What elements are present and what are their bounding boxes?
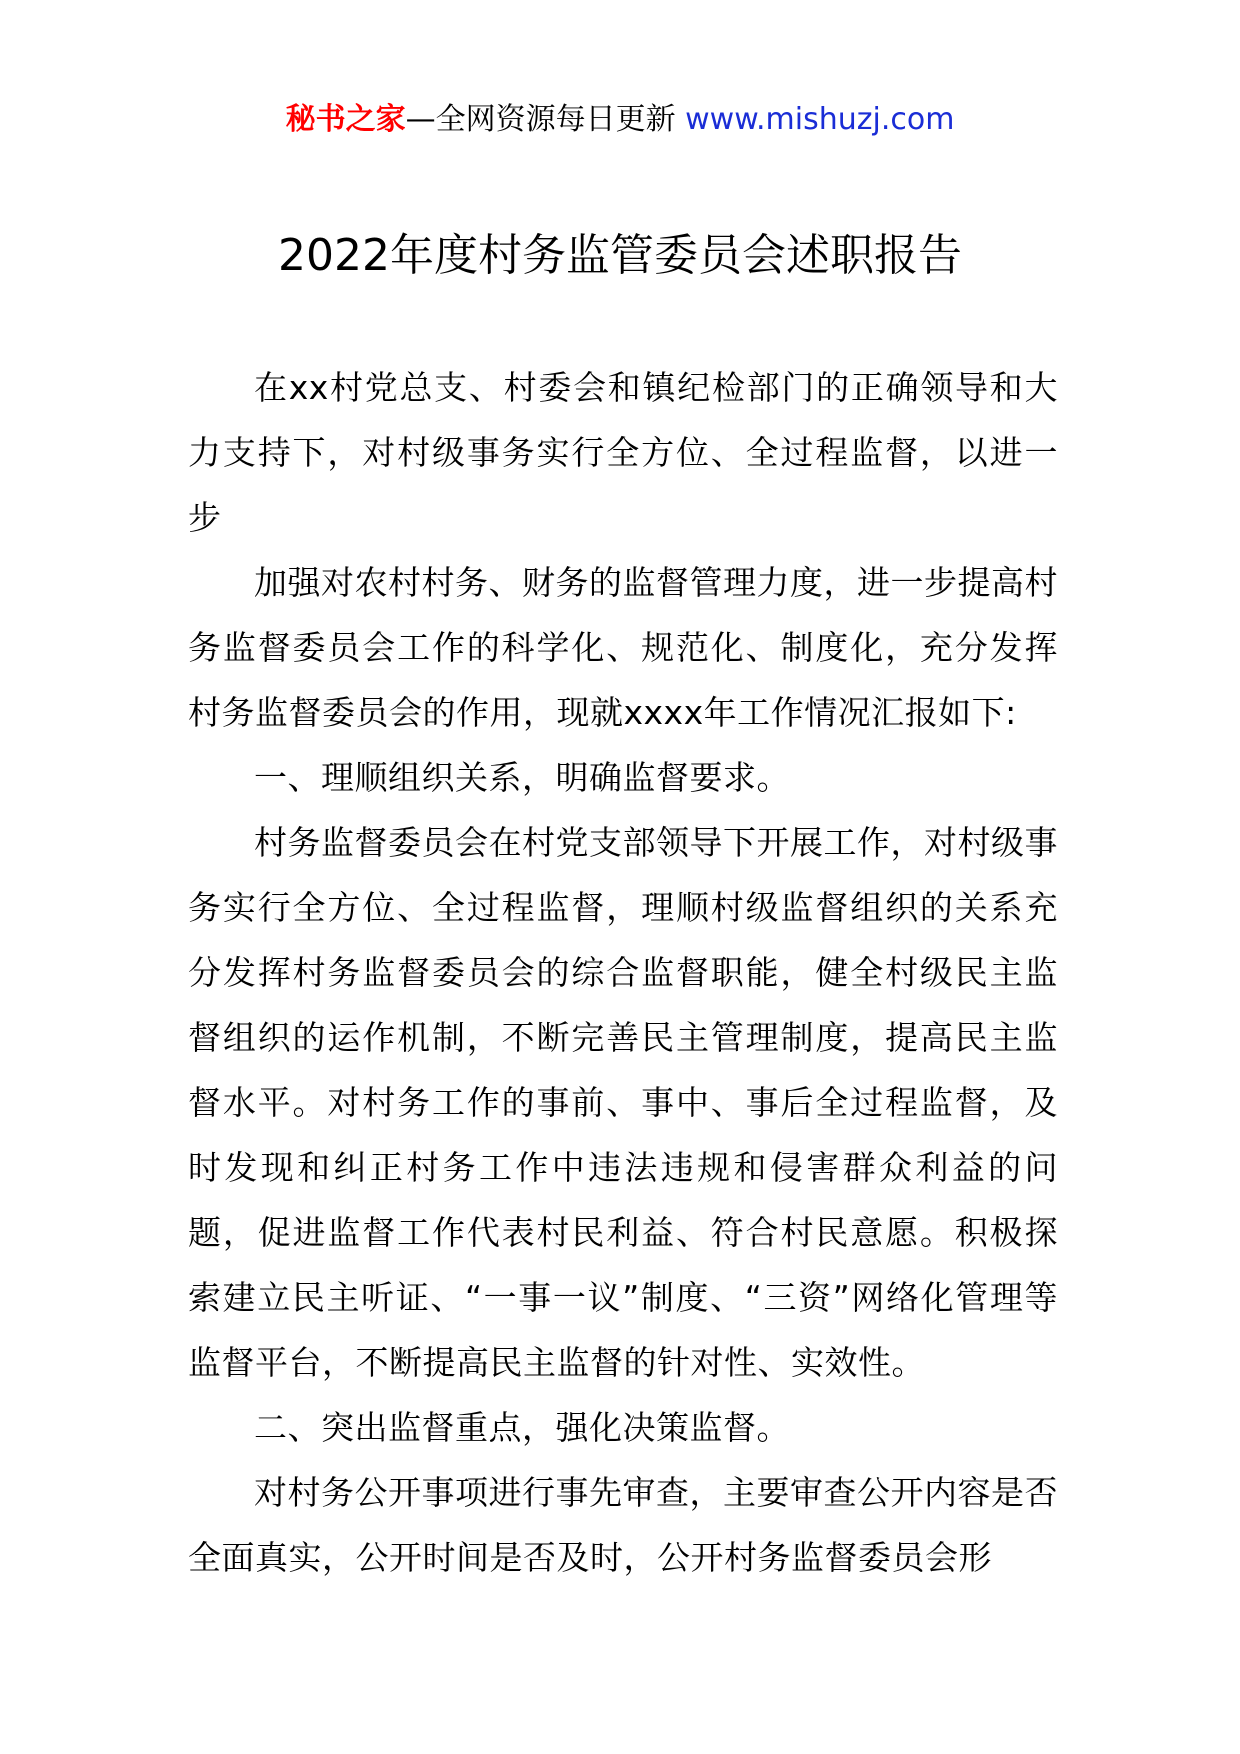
paragraph-intro: 在xx村党总支、村委会和镇纪检部门的正确领导和大力支持下，对村级事务实行全方位、全过程监督，以进一步 xyxy=(188,368,1058,537)
document-title: 2022年度村务监管委员会述职报告 xyxy=(278,230,962,281)
paragraph-section-1: 村务监督委员会在村党支部领导下开展工作，对村级事务实行全方位、全过程监督，理顺村级监督组织的关系充分发挥村务监督委员会的综合监督职能，健全村级民主监督组织的运作机制，不断完善民主管理制度，提高民主监督水平。对村务工作的事前、事中、事后全过程监督，及时发现和纠正村务工作中违法违规和侵害群众利益的问题，促进监督工作代表村民利益、符合村民意愿。积极探索建立民主听证、“一事一议”制度、“三资”网络化管理等监督平台，不断提高民主监督的针对性、实效性。 xyxy=(188,823,1058,1382)
site-brand: 秘书之家 xyxy=(285,102,406,137)
section-heading-1: 一、理顺组织关系，明确监督要求。 xyxy=(254,758,790,797)
site-tagline: —全网资源每日更新 xyxy=(405,102,686,137)
section-heading-2: 二、突出监督重点，强化决策监督。 xyxy=(254,1408,790,1447)
site-url: www.mishuzj.com xyxy=(685,102,955,137)
paragraph-purpose: 加强对农村村务、财务的监督管理力度，进一步提高村务监督委员会工作的科学化、规范化、制度化，充分发挥村务监督委员会的作用，现就xxxx年工作情况汇报如下: xyxy=(188,563,1058,732)
document-body xyxy=(188,355,1058,1590)
paragraph-section-2: 对村务公开事项进行事先审查，主要审查公开内容是否全面真实，公开时间是否及时，公开村务监督委员会形 xyxy=(188,1473,1058,1577)
site-header xyxy=(0,100,1240,140)
